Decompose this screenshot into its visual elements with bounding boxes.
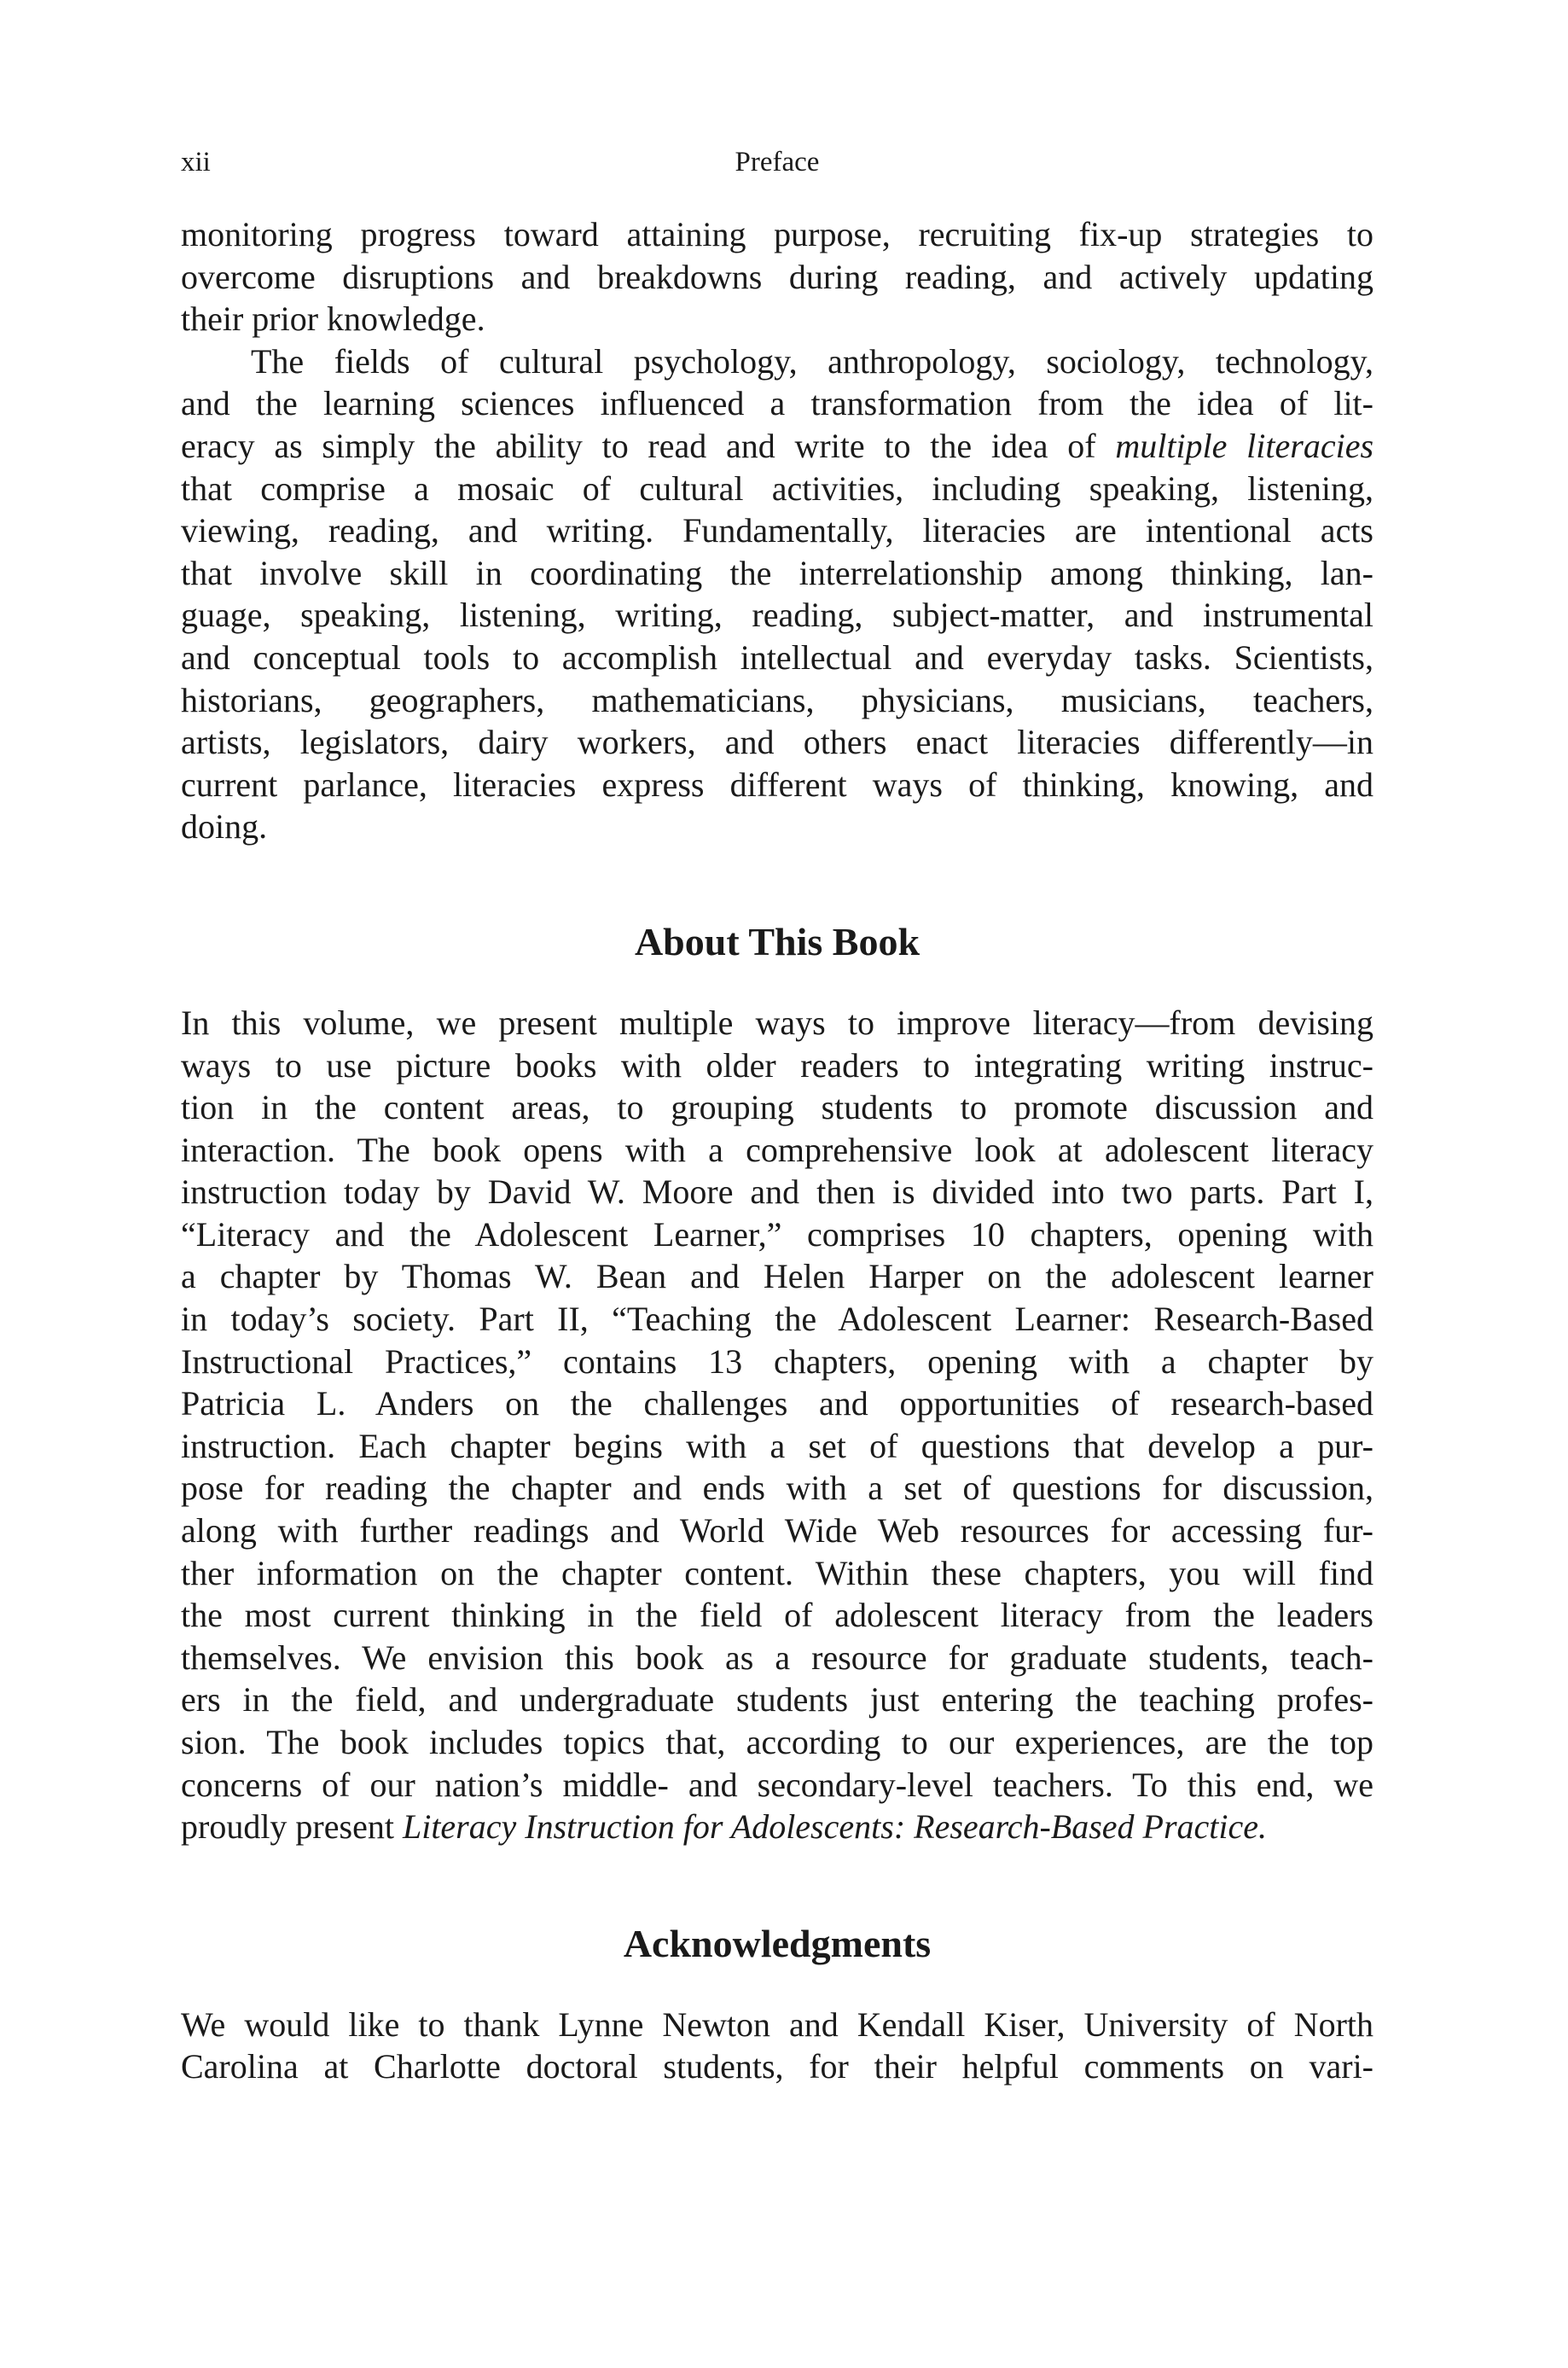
text-line: interaction. The book opens with a comprehensive look at adolescent literacy: [181, 1130, 1373, 1169]
text-line: In this volume, we present multiple ways to improve literacy—from devising: [181, 1003, 1373, 1042]
text-line: instruction. Each chapter begins with a set of questions that develop a pur-: [181, 1426, 1373, 1465]
text-line: tion in the content areas, to grouping students to promote discussion and: [181, 1088, 1373, 1127]
text-run: eracy as simply the ability to read and write to the idea of: [181, 426, 1096, 465]
running-head: [181, 137, 1373, 188]
text-line: The fields of cultural psychology, anthropology, sociology, technology,: [251, 341, 1373, 381]
text-line: a chapter by Thomas W. Bean and Helen Harper on the adolescent learner: [181, 1257, 1373, 1296]
paragraph-about-book: [181, 1002, 1373, 1848]
text-line: pose for reading the chapter and ends with a set of questions for discussion,: [181, 1469, 1373, 1508]
text-line: monitoring progress toward attaining purpose, recruiting fix-up strategies to: [181, 215, 1373, 253]
text-line: current parlance, literacies express different ways of thinking, knowing, and: [181, 765, 1373, 804]
text-line: overcome disruptions and breakdowns during reading, and actively updating: [181, 257, 1373, 296]
text-line: Carolina at Charlotte doctoral students, for their helpful comments on vari-: [181, 2047, 1373, 2086]
text-line: Patricia L. Anders on the challenges and opportunities of research-based: [181, 1384, 1373, 1423]
text-line: ways to use picture books with older readers to integrating writing instruc-: [181, 1045, 1373, 1085]
section-heading-acknowledgments: Acknowledgments: [623, 1921, 932, 1965]
text-line: in today’s society. Part II, “Teaching the Adolescent Learner: Research-Based: [181, 1300, 1373, 1339]
text-line: historians, geographers, mathematicians, physicians, musicians, teachers,: [181, 680, 1373, 719]
book-page: [181, 137, 1373, 2088]
text-line: the most current thinking in the field of adolescent literacy from the leaders: [181, 1596, 1373, 1635]
section-heading-about: About This Book: [634, 919, 920, 963]
emphasis-multiple-literacies: multiple literacies: [1115, 426, 1374, 465]
text-line-with-book-title: [181, 1806, 1373, 1848]
text-line: that involve skill in coordinating the interrelationship among thinking, lan-: [181, 553, 1373, 592]
text-line: themselves. We envision this book as a resource for graduate students, teach-: [181, 1638, 1373, 1677]
text-line: sion. The book includes topics that, according to our experiences, are the top: [181, 1723, 1373, 1761]
text-line: and the learning sciences influenced a transformation from the idea of lit-: [181, 384, 1373, 423]
paragraph-continued: [181, 213, 1373, 340]
text-line: along with further readings and World Wide Web resources for accessing fur-: [181, 1511, 1373, 1551]
text-line: Instructional Practices,” contains 13 chapters, opening with a chapter by: [181, 1341, 1373, 1381]
text-line: guage, speaking, listening, writing, reading, subject-matter, and instrumental: [181, 596, 1373, 635]
text-line: that comprise a mosaic of cultural activities, including speaking, listening,: [181, 468, 1373, 508]
text-line: “Literacy and the Adolescent Learner,” comprises 10 chapters, opening with: [181, 1214, 1373, 1254]
text-line: doing.: [181, 807, 268, 847]
text-line: viewing, reading, and writing. Fundamentally, literacies are intentional acts: [181, 511, 1373, 550]
text-line: concerns of our nation’s middle- and secondary-level teachers. To this end, we: [181, 1765, 1373, 1804]
paragraph-acknowledgments: [181, 2004, 1373, 2088]
emphasis-book-title: Literacy Instruction for Adolescents: Research-Based Practice.: [402, 1807, 1268, 1847]
page-number: xii: [181, 147, 211, 177]
text-line: and conceptual tools to accomplish intellectual and everyday tasks. Scientists,: [181, 637, 1373, 677]
text-line: ers in the field, and undergraduate students just entering the teaching profes-: [181, 1680, 1373, 1719]
text-run: proudly present: [181, 1807, 394, 1847]
text-line: ther information on the chapter content. Within these chapters, you will find: [181, 1553, 1373, 1592]
text-line: instruction today by David W. Moore and then is divided into two parts. Part I,: [181, 1172, 1373, 1212]
text-line: We would like to thank Lynne Newton and Kendall Kiser, University of North: [181, 2004, 1373, 2044]
running-head-title: Preface: [735, 147, 820, 177]
paragraph-multiple-literacies: [181, 340, 1373, 848]
text-line: their prior knowledge.: [181, 300, 485, 339]
text-line-with-emphasis: [181, 425, 1373, 468]
text-line: artists, legislators, dairy workers, and others enact literacies differently—in: [181, 723, 1373, 762]
